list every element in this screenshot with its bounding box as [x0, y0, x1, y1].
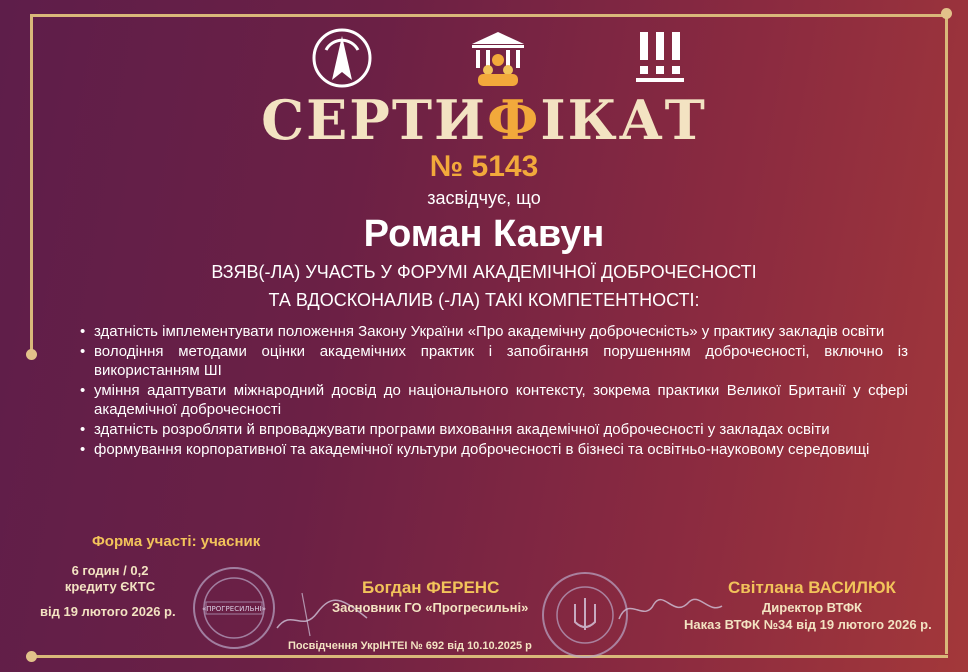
title-part2: ІКАТ — [540, 88, 707, 152]
hours-line: 6 годин / 0,2 — [71, 563, 149, 578]
stamp-text: «ПРОГРЕСИЛЬНІ» — [202, 605, 266, 613]
academy-building-icon — [466, 28, 530, 93]
participation-form: Форма участі: учасник — [92, 533, 261, 550]
frame-dot-left — [26, 349, 37, 360]
stamp-icon — [192, 566, 276, 655]
frame-bottom-line — [30, 655, 948, 658]
hours-credits — [40, 563, 180, 595]
issue-date: від 19 лютого 2026 р. — [40, 604, 176, 619]
competences-list — [78, 322, 908, 460]
signer1-name: Богдан ФЕРЕНС — [362, 578, 500, 597]
participation-statement: ВЗЯВ(-ЛА) УЧАСТЬ У ФОРУМІ АКАДЕМІЧНОЇ ДОБРОЧЕСНОСТІ — [211, 262, 757, 282]
title-accent-letter: Ф — [487, 88, 541, 152]
certificate-number: № 5143 — [429, 150, 539, 183]
competence-item: • володіння методами оцінки академічних практик і запобігання порушенням доброчесності, включно із використанням ШІ — [78, 342, 908, 380]
competence-item: • здатність імплементувати положення Закону України «Про академічну доброчесність» у практику закладів освіти — [78, 322, 908, 341]
frame-dot-bottom-left — [26, 651, 37, 662]
title-part1: СЕРТИ — [261, 88, 488, 152]
registration-note: Посвідчення УкрІНТЕІ № 692 від 10.10.2025 р — [288, 640, 532, 652]
competence-item: • уміння адаптувати міжнародний досвід до національного контексту, зокрема практики Великої Британії у сфері академічної доброчесності — [78, 381, 908, 419]
signer2-role: Директор ВТФК — [762, 600, 862, 615]
exclamation-logo-icon — [634, 32, 686, 91]
competence-item: • формування корпоративної та академічної культури доброчесності в бізнесі та освітньо-науковому середовищі — [78, 440, 908, 459]
competence-item: • здатність розробляти й впроваджувати програми виховання академічної доброчесності у закладах освіти — [78, 420, 908, 439]
competences-intro: ТА ВДОСКОНАЛИВ (-ЛА) ТАКІ КОМПЕТЕНТНОСТІ: — [268, 290, 700, 310]
recipient-name: Роман Кавун — [363, 213, 605, 255]
credits-line: кредиту ЄКТС — [64, 579, 156, 594]
signer2-order: Наказ ВТФК №34 від 19 лютого 2026 р. — [684, 617, 932, 632]
signature-icon — [272, 588, 372, 643]
signer1-role: Засновник ГО «Прогресильні» — [332, 600, 529, 615]
tower-logo-icon — [312, 28, 372, 93]
certifies-text: засвідчує, що — [427, 188, 541, 208]
frame-dot-top-right — [941, 8, 952, 19]
certificate-title — [0, 88, 968, 152]
frame-top-line — [30, 14, 948, 17]
signer2-name: Світлана ВАСИЛЮК — [728, 578, 896, 597]
